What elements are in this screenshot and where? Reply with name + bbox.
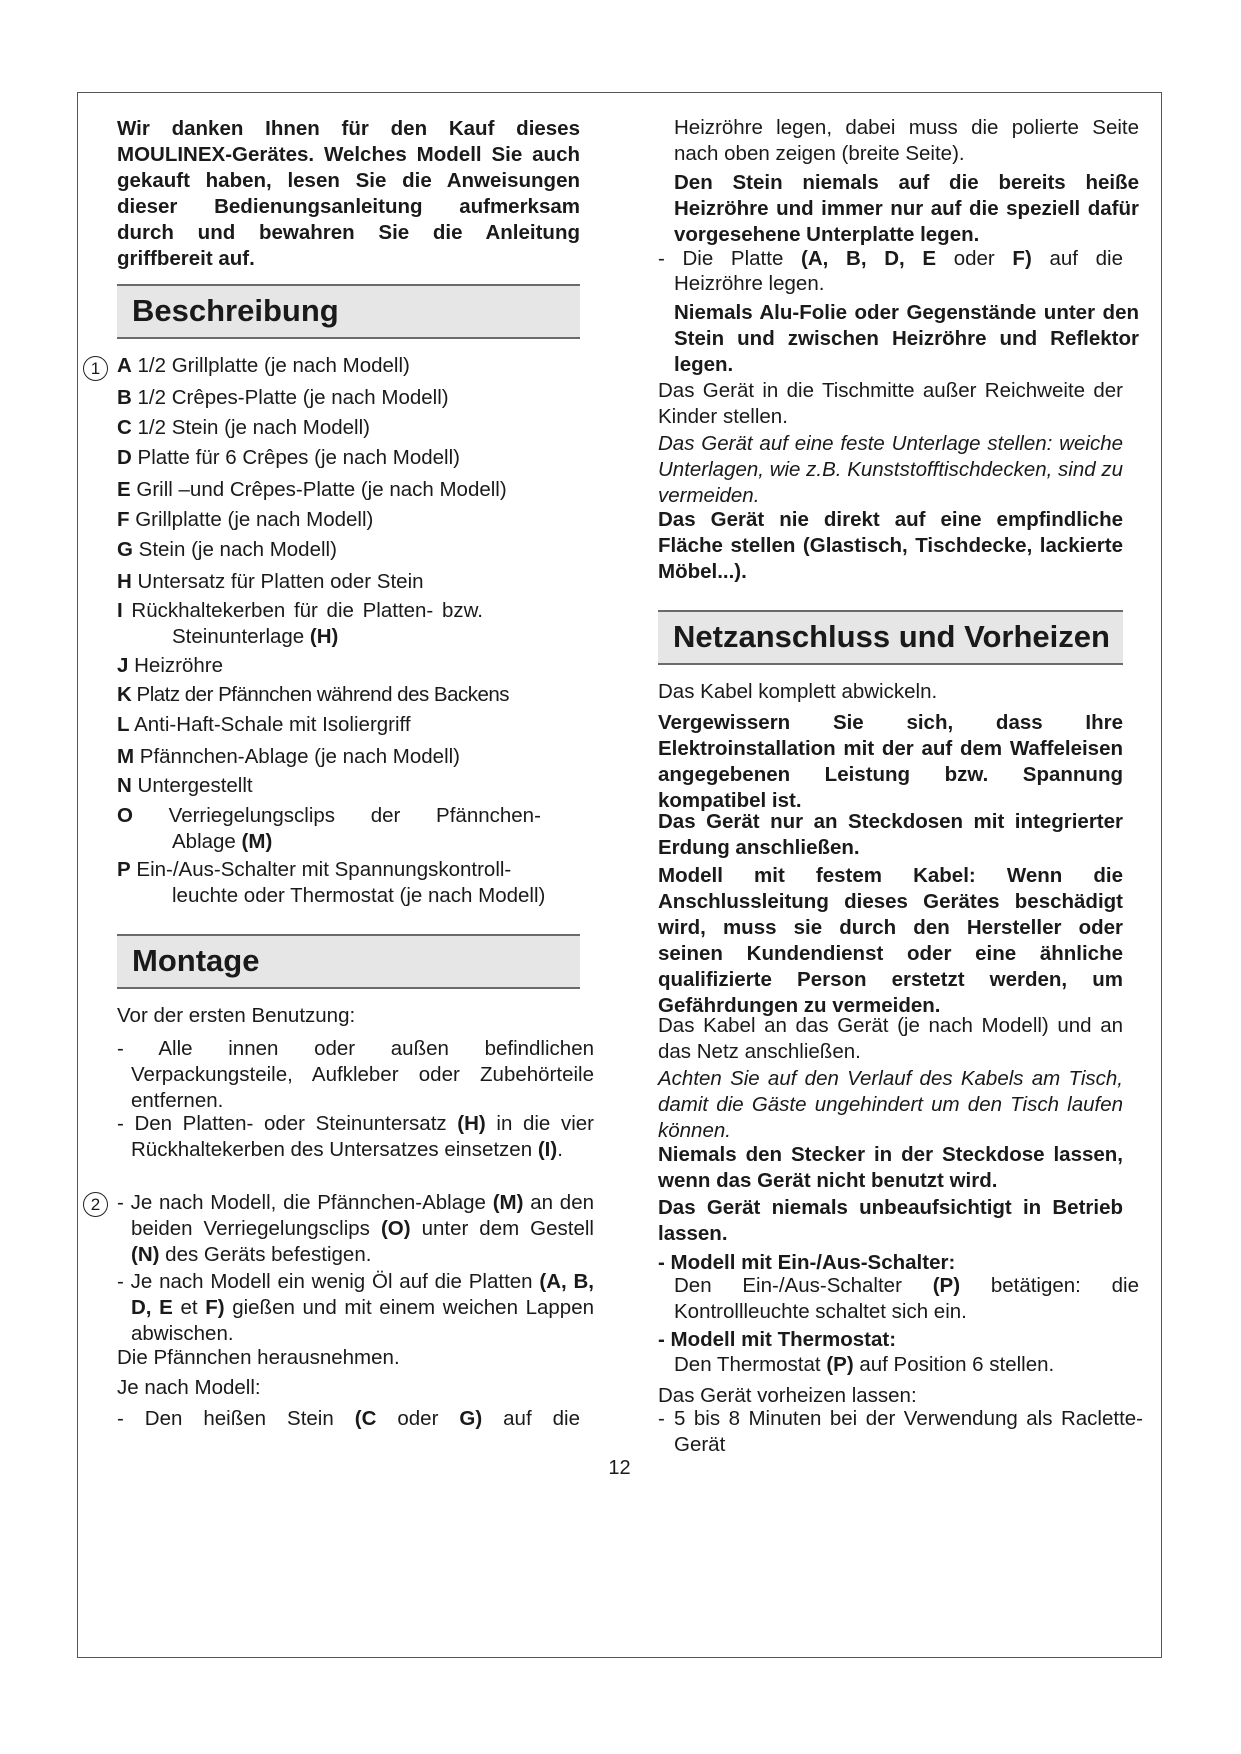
part-item-g: G Stein (je nach Modell) xyxy=(117,538,337,561)
switch-model-title: - Modell mit Ein-/Aus-Schalter: xyxy=(658,1251,956,1274)
preheat-label: Das Gerät vorheizen lassen: xyxy=(658,1384,917,1407)
part-item-k: K Platz der Pfännchen während des Backens xyxy=(117,683,510,706)
connect-cable: Das Kabel an das Gerät (je nach Modell) und an das Netz anschließen. xyxy=(658,1014,1123,1063)
fixed-cable-warning: Modell mit festem Kabel: Wenn die Anschlussleitung dieses Gerätes beschädigt wird, muss sie durch den Hersteller oder seinen Kundendienst oder eine ähnliche qualifizierte Person erstetzt werden, um Gefährdungen zu vermeiden. xyxy=(658,864,1123,1017)
preheat-item: - 5 bis 8 Minuten bei der Verwendung als Raclette-Gerät xyxy=(658,1407,1143,1456)
unplug-warning: Niemals den Stecker in der Steckdose lassen, wenn das Gerät nicht benutzt wird. xyxy=(658,1143,1123,1192)
check-installation: Vergewissern Sie sich, dass Ihre Elektroinstallation mit der auf dem Waffeleisen angegebenen Leistung bzw. Spannung kompatibel ist. xyxy=(658,711,1123,812)
section-heading-montage: Montage xyxy=(117,934,580,989)
figure-2-marker: 2 xyxy=(83,1192,108,1217)
part-item-c: C 1/2 Stein (je nach Modell) xyxy=(117,416,370,439)
table-placement: Das Gerät in die Tischmitte außer Reichweite der Kinder stellen. xyxy=(658,379,1123,428)
section-heading-netzanschluss: Netzanschluss und Vorheizen xyxy=(658,610,1123,665)
unattended-warning: Das Gerät niemals unbeaufsichtigt in Betrieb lassen. xyxy=(658,1196,1123,1245)
figure-1-marker: 1 xyxy=(83,356,108,381)
part-item-d: D Platte für 6 Crêpes (je nach Modell) xyxy=(117,446,460,469)
part-item-n: N Untergestellt xyxy=(117,774,253,797)
stone-continuation: Heizröhre legen, dabei muss die polierte Seite nach oben zeigen (breite Seite). xyxy=(674,116,1139,165)
montage-intro: Vor der ersten Benutzung: xyxy=(117,1004,356,1027)
part-item-p: P Ein-/Aus-Schalter mit Spannungskontroll- leuchte oder Thermostat (je nach Modell) xyxy=(117,858,546,907)
part-item-b: B 1/2 Crêpes-Platte (je nach Modell) xyxy=(117,386,449,409)
warning-foil: Niemals Alu-Folie oder Gegenstände unter den Stein und zwischen Heizröhre und Reflektor legen. xyxy=(674,301,1139,376)
part-item-f: F Grillplatte (je nach Modell) xyxy=(117,508,374,531)
page-frame xyxy=(77,92,1162,1658)
part-item-e: E Grill –und Crêpes-Platte (je nach Modell) xyxy=(117,478,507,501)
step-attach-tray: - Je nach Modell, die Pfännchen-Ablage (M) an den beiden Verriegelungsclips (O) unter dem Gestell (N) des Geräts befestigen. xyxy=(117,1191,595,1266)
warning-hot-stone: Den Stein niemals auf die bereits heiße Heizröhre und immer nur auf die speziell dafür vorgesehene Unterplatte legen. xyxy=(674,171,1139,246)
step-hot-stone: - Den heißen Stein (C oder G) auf die xyxy=(117,1407,580,1430)
remove-pans: Die Pfännchen herausnehmen. xyxy=(117,1346,400,1369)
cable-route-note: Achten Sie auf den Verlauf des Kabels am Tisch, damit die Gäste ungehindert um den Tisch laufen können. xyxy=(658,1067,1123,1142)
part-item-o: O Verriegelungsclips der Pfännchen- Ablage (M) xyxy=(117,804,541,853)
part-item-m: M Pfännchen-Ablage (je nach Modell) xyxy=(117,745,461,768)
step-oil-plates: - Je nach Modell ein wenig Öl auf die Platten (A, B, D, E et F) gießen und mit einem weichen Lappen abwischen. xyxy=(117,1270,595,1345)
surface-warning: Das Gerät nie direkt auf eine empfindliche Fläche stellen (Glastisch, Tischdecke, lackierte Möbel...). xyxy=(658,508,1123,583)
part-item-l: L Anti-Haft-Schale mit Isoliergriff xyxy=(117,713,411,736)
thermostat-model-title: - Modell mit Thermostat: xyxy=(658,1328,897,1351)
page-number: 12 xyxy=(608,1457,631,1479)
model-dependent-label: Je nach Modell: xyxy=(117,1376,261,1399)
intro-text: Wir danken Ihnen für den Kauf dieses MOULINEX-Gerätes. Welches Modell Sie auch gekauft haben, lesen Sie die Anweisungen dieser Bedienungsanleitung aufmerksam durch und bewahren Sie die Anleitung griffbereit auf. xyxy=(117,117,580,270)
part-item-j: J Heizröhre xyxy=(117,654,223,677)
switch-model-instruction: Den Ein-/Aus-Schalter (P) betätigen: die Kontrollleuchte schaltet sich ein. xyxy=(674,1274,1140,1323)
part-item-h: H Untersatz für Platten oder Stein xyxy=(117,570,424,593)
grounding-note: Das Gerät nur an Steckdosen mit integrierter Erdung anschließen. xyxy=(658,810,1123,859)
step-place-plate: - Die Platte (A, B, D, E oder F) auf die xyxy=(658,247,1123,270)
section-heading-beschreibung: Beschreibung xyxy=(117,284,580,339)
unwind-cable: Das Kabel komplett abwickeln. xyxy=(658,680,938,703)
step-place-plate-cont: Heizröhre legen. xyxy=(674,272,825,295)
surface-note: Das Gerät auf eine feste Unterlage stellen: weiche Unterlagen, wie z.B. Kunststofftischdecken, sind zu vermeiden. xyxy=(658,432,1123,507)
part-item-a: A 1/2 Grillplatte (je nach Modell) xyxy=(117,354,410,377)
thermostat-model-instruction: Den Thermostat (P) auf Position 6 stellen. xyxy=(674,1353,1055,1376)
part-item-i: I Rückhaltekerben für die Platten- bzw. Steinunterlage (H) xyxy=(117,599,483,648)
step-insert-base: - Den Platten- oder Steinuntersatz (H) in die vier Rückhaltekerben des Untersatzes einsetzen (I). xyxy=(117,1112,594,1161)
step-remove-packaging: - Alle innen oder außen befindlichen Verpackungsteile, Aufkleber oder Zubehörteile entfernen. xyxy=(117,1037,594,1112)
